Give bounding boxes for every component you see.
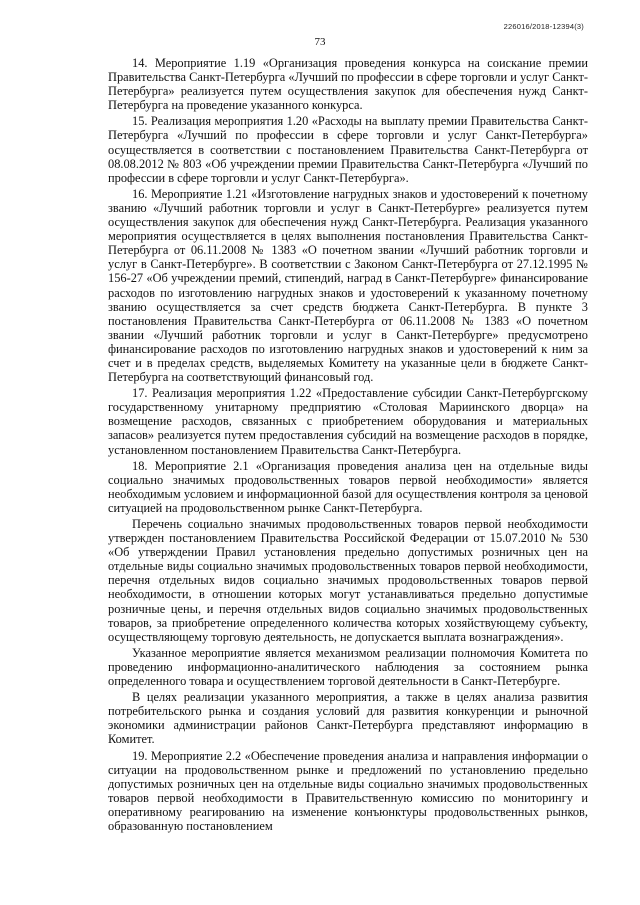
paragraph-item-18: 18. Мероприятие 2.1 «Организация проведения анализа цен на отдельные виды социально значимых продовольственных товаров первой необходимости» является необходимым условием и информационной базой для осуществления контроля за ценовой ситуацией на продовольственном рынке Санкт-Петербурга. bbox=[108, 458, 588, 515]
paragraph-item-17: 17. Реализация мероприятия 1.22 «Предоставление субсидии Санкт-Петербургскому государственному унитарному предприятию «Столовая Мариинского дворца» на возмещение расходов, связанных с приобретением оборудования и материальных запасов» реализуется путем предоставления субсидий на возмещение расходов в порядке, установленном постановлением Правительства Санкт-Петербурга. bbox=[108, 386, 588, 457]
paragraph-item-15: 15. Реализация мероприятия 1.20 «Расходы на выплату премии Правительства Санкт-Петербурга «Лучший по профессии в сфере торговли и услуг Санкт-Петербурга» осуществляется в соответствии с постановлением Правительства Санкт-Петербурга от 08.08.2012 № 803 «Об учреждении премии Правительства Санкт-Петербурга «Лучший по профессии в сфере торговли и услуг Санкт-Петербурга». bbox=[108, 114, 588, 185]
paragraph-item-14: 14. Мероприятие 1.19 «Организация проведения конкурса на соискание премии Правительства Санкт-Петербурга «Лучший по профессии в сфере торговли и услуг Санкт-Петербурга» реализуется путем осуществления закупок для обеспечения нужд Санкт-Петербурга на проведение указанного конкурса. bbox=[108, 56, 588, 113]
paragraph-committee-authority: Указанное мероприятие является механизмом реализации полномочия Комитета по проведению информационно-аналитического наблюдения за состоянием рынка определенного товара и осуществлением торговой деятельности в Санкт-Петербурге. bbox=[108, 645, 588, 689]
document-registration-number: 226016/2018-12394(3) bbox=[503, 22, 584, 31]
paragraph-item-16: 16. Мероприятие 1.21 «Изготовление нагрудных знаков и удостоверений к почетному званию «Лучший работник торговли и услуг в Санкт-Петербурге» реализуется путем осуществления закупок для обеспечения нужд Санкт-Петербурга. Реализация указанного мероприятия осуществляется в целях выполнения постановления Правительства Санкт-Петербурга от 06.11.2008 № 1383 «О почетном звании «Лучший работник торговли и услуг в Санкт-Петербурге». В соответствии с Законом Санкт-Петербурга от 27.12.1995 № 156-27 «Об учреждении премий, стипендий, наград в Санкт-Петербурге» финансирование расходов по изготовлению нагрудных знаков и удостоверений к указанному почетному званию осуществляется за счет средств бюджета Санкт-Петербурга. В пункте 3 постановления Правительства Санкт-Петербурга от 06.11.2008 № 1383 «О почетном звании «Лучший работник торговли и услуг в Санкт-Петербурге» предусмотрено финансирование расходов по изготовлению нагрудных знаков и удостоверений к ним за счет и в пределах средств, выделяемых Комитету на указанные цели в бюджете Санкт-Петербурга на соответствующий финансовый год. bbox=[108, 186, 588, 385]
paragraph-item-19: 19. Мероприятие 2.2 «Обеспечение проведения анализа и направления информации о ситуации на продовольственном рынке и предложений по установлению предельно допустимых розничных цен на отдельные виды социально значимых продовольственных товаров первой необходимости в Правительственную комиссию по мониторингу и оперативному реагированию на изменение конъюнктуры продовольственных рынков, образованную постановлением bbox=[108, 748, 588, 833]
paragraph-product-list: Перечень социально значимых продовольственных товаров первой необходимости утвержден постановлением Правительства Российской Федерации от 15.07.2010 № 530 «Об утверждении Правил установления предельно допустимых розничных цен на отдельные виды социально значимых продовольственных товаров первой необходимости, перечня отдельных видов социально значимых продовольственных товаров первой необходимости, в отношении которых могут устанавливаться предельно допустимые розничные цены, и перечня отдельных видов социально значимых продовольственных товаров, за приобретение определенного количества которых хозяйствующему субъекту, осуществляющему торговую деятельность, не допускается выплата вознаграждения». bbox=[108, 517, 588, 644]
page-number: 73 bbox=[314, 36, 326, 48]
paragraph-district-information: В целях реализации указанного мероприятия, а также в целях анализа развития потребительского рынка и создания условий для развития конкуренции и рыночной экономики администрации районов Санкт-Петербурга представляют информацию в Комитет. bbox=[108, 690, 588, 747]
document-body bbox=[108, 56, 588, 835]
